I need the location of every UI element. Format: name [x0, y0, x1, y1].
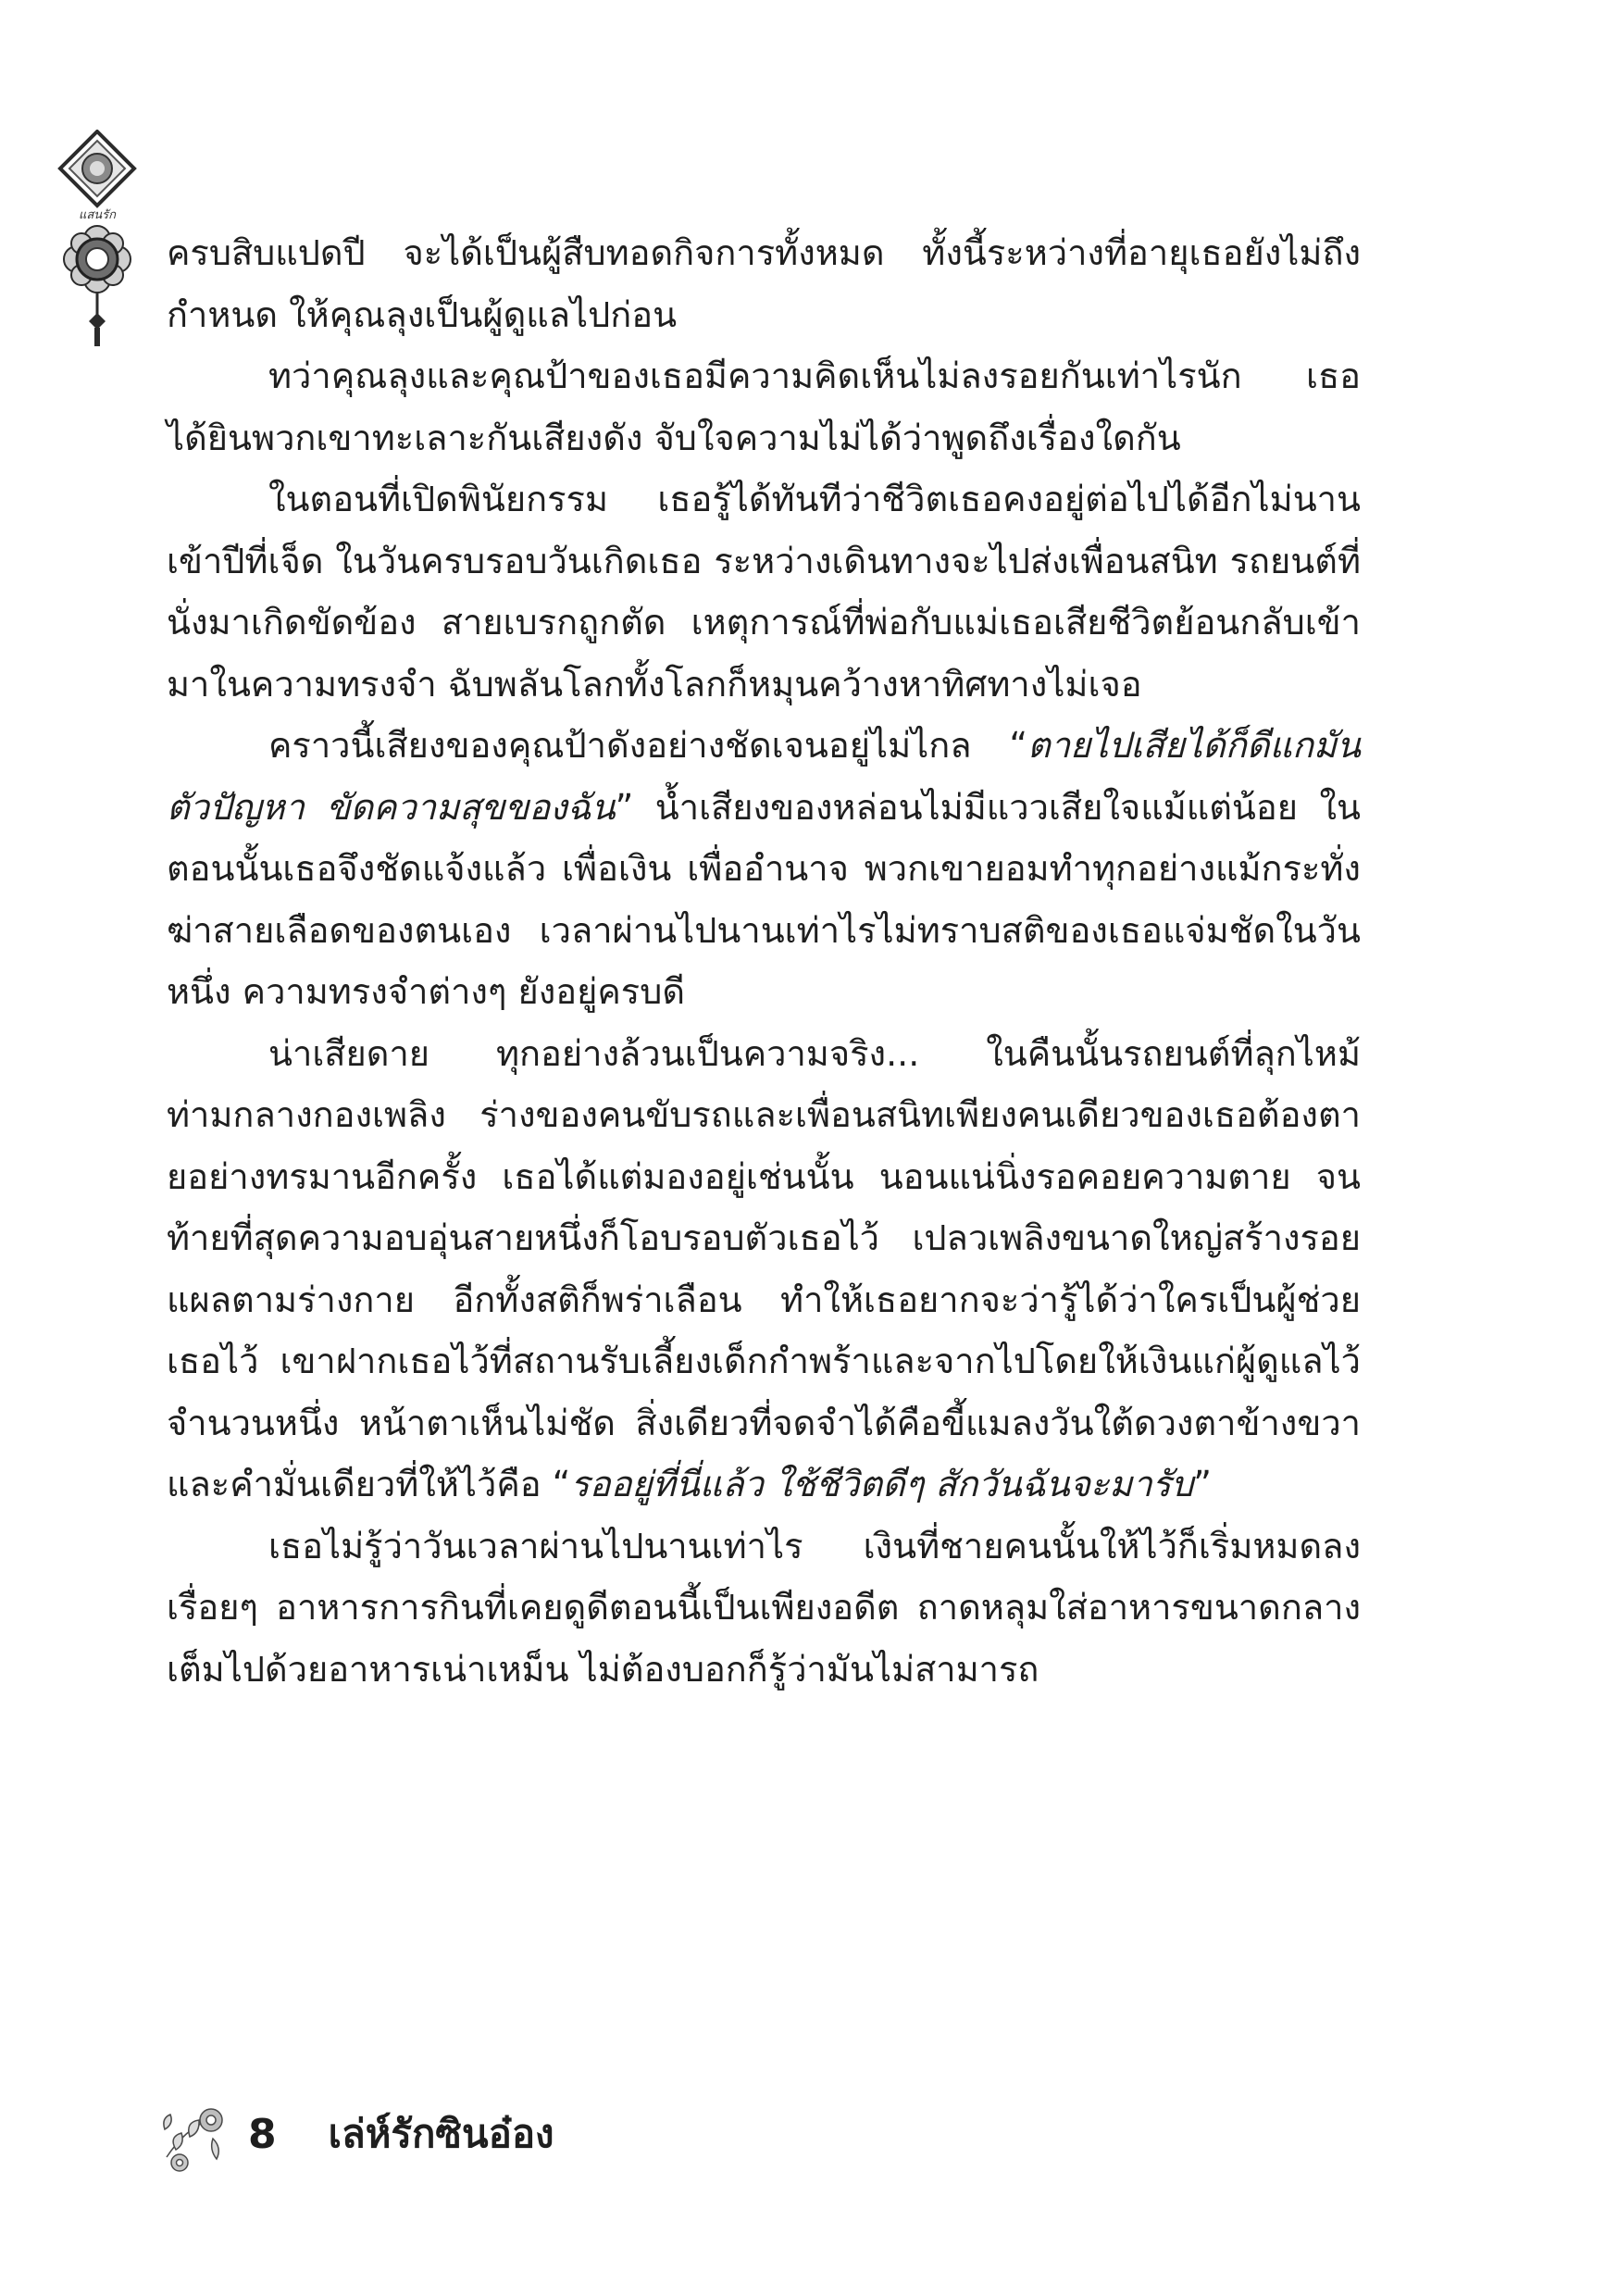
- logo-ornament-icon: [46, 130, 148, 352]
- paragraph-text: ครบสิบแปดปี จะได้เป็นผู้สืบทอดกิจการทั้งหมด ทั้งนี้ระหว่างที่อายุเธอยังไม่ถึงกำหนด ให้คุณลุงเป็นผู้ดูแลไปก่อน: [167, 232, 1361, 335]
- diamond-flower-ornament-icon: [46, 130, 148, 352]
- body-text: [167, 222, 1361, 1700]
- paragraph-text: เธอไม่รู้ว่าวันเวลาผ่านไปนานเท่าไร เงินที่ชายคนนั้นให้ไว้ก็เริ่มหมดลงเรื่อยๆ อาหารการกินที่เคยดูดีตอนนี้เป็นเพียงอดีต ถาดหลุมใส่อาหารขนาดกลางเต็มไปด้วยอาหารเน่าเหม็น ไม่ต้องบอกก็รู้ว่ามันไม่สามารถ: [167, 1525, 1361, 1690]
- paragraph-text: น่าเสียดาย ทุกอย่างล้วนเป็นความจริง... ในคืนนั้นรถยนต์ที่ลุกไหม้ท่ามกลางกองเพลิง ร่างของคนขับรถและเพื่อนสนิทเพียงคนเดียวของเธอต้องตายอย่างทรมานอีกครั้ง เธอได้แต่มองอยู่เช่นนั้น นอนแน่นิ่งรอคอยความตาย จนท้ายที่สุดความอบอุ่นสายหนึ่งก็โอบรอบตัวเธอไว้ เปลวเพลิงขนาดใหญ่สร้างรอยแผลตามร่างกาย อีกทั้งสติก็พร่าเลือน ทำให้เธอยากจะว่ารู้ได้ว่าใครเป็นผู้ช่วยเธอไว้ เขาฝากเธอไว้ที่สถานรับเลี้ยงเด็กกำพร้าและจากไปโดยให้เงินแก่ผู้ดูแลไว้จำนวนหนึ่ง หน้าตาเห็นไม่ชัด สิ่งเดียวที่จดจำได้คือขี้แมลงวันใต้ดวงตาข้างขวา และคำมั่นเดียวที่ให้ไว้คือ “: [167, 1032, 1361, 1504]
- paragraph-text: ทว่าคุณลุงและคุณป้าของเธอมีความคิดเห็นไม่ลงรอยกันเท่าไรนัก เธอได้ยินพวกเขาทะเลาะกันเสียงดัง จับใจความไม่ได้ว่าพูดถึงเรื่องใดกัน: [167, 356, 1361, 458]
- paragraph: [167, 468, 1361, 715]
- page-number: 8: [248, 2110, 277, 2158]
- logo-label: แสนรัก: [78, 208, 117, 222]
- paragraph: [167, 222, 1361, 345]
- quote-text: ตายไปเสียได้ก็ดีแกมันตัวปัญหา ขัดความสุขของฉัน: [167, 725, 1361, 828]
- paragraph: [167, 1023, 1361, 1516]
- flower-ornament-icon: [157, 2092, 231, 2176]
- paragraph-text: ”: [1193, 1464, 1212, 1504]
- paragraph: [167, 345, 1361, 468]
- paragraph-text: ในตอนที่เปิดพินัยกรรม เธอรู้ได้ทันทีว่าชีวิตเธอคงอยู่ต่อไปได้อีกไม่นาน เข้าปีที่เจ็ด ในวันครบรอบวันเกิดเธอ ระหว่างเดินทางจะไปส่งเพื่อนสนิท รถยนต์ที่นั่งมาเกิดขัดข้อง สายเบรกถูกตัด เหตุการณ์ที่พ่อกับแม่เธอเสียชีวิตย้อนกลับเข้ามาในความทรงจำ ฉับพลันโลกทั้งโลกก็หมุนคว้างหาทิศทางไม่เจอ: [167, 479, 1361, 705]
- paragraph: [167, 1516, 1361, 1701]
- quote-text: รออยู่ที่นี่แล้ว ใช้ชีวิตดีๆ สักวันฉันจะมารับ: [570, 1464, 1194, 1504]
- book-title: เล่ห์รักซินอ๋อง: [328, 2111, 554, 2156]
- page-footer: [157, 2088, 554, 2180]
- paragraph-text: คราวนี้เสียงของคุณป้าดังอย่างชัดเจนอยู่ไม่ไกล “: [268, 725, 1028, 766]
- paragraph-text: ” น้ำเสียงของหล่อนไม่มีแววเสียใจแม้แต่น้อย ในตอนนั้นเธอจึงชัดแจ้งแล้ว เพื่อเงิน เพื่ออำนาจ พวกเขายอมทำทุกอย่างแม้กระทั่งฆ่าสายเลือดของตนเอง เวลาผ่านไปนานเท่าไรไม่ทราบสติของเธอแจ่มชัดในวันหนึ่ง ความทรงจำต่างๆ ยังอยู่ครบดี: [167, 786, 1361, 1012]
- paragraph: [167, 715, 1361, 1023]
